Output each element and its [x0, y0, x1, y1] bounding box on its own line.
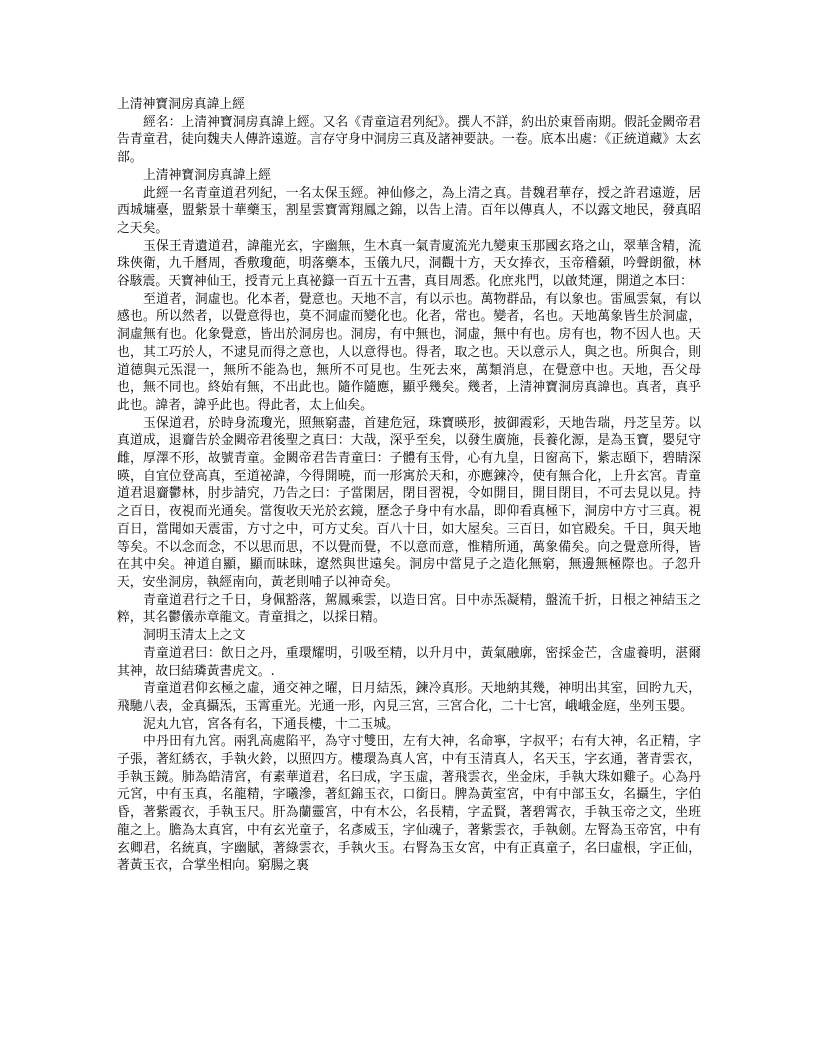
- body-paragraph: 青童道君曰：飲日之丹，重環耀明，引吸至精，以升月中，黃氣融廓，密採金芒，含虛養明，湛爾其神，故曰結璘黃書虎文。.: [117, 645, 701, 679]
- colophon-paragraph: 經名：上清神寶洞房真諱上經。又名《青童這君列紀》。撰人不詳，約出於東晉南期。假託金闕帝君告青童君，徒向魏夫人傳許遠遊。言存守身中洞房三真及諸神要訣。一卷。底本出處：《正統道藏》太玄部。: [117, 114, 701, 166]
- document-text-body: [117, 96, 701, 875]
- body-paragraph: 至道者，洞虛也。化本者，覺意也。天地不言，有以示也。萬物群品，有以象也。雷風雲氣，有以感也。所以然者，以覺意得也，莫不洞虛而變化也。化者，常也。變者，名也。天地萬象皆生於洞虛，洞虛無有也。化象覺意，皆出於洞房也。洞房，有中無也，洞虛，無中有也。房有也，物不因人也。天也，其工巧於人，不逮見而得之意也，人以意得也。得者，取之也。天以意示人，與之也。所與合，則道德與元炁混一，無所不能為也，無所不可見也。生死去來，萬類消息，在覺意中也。天地，吾父母也，無不同也。終始有無，不出此也。隨作隨應，顯乎幾矣。幾者，上清神寶洞房真諱也。真者，真乎此也。諱者，諱乎此也。得此者，太上仙矣。: [117, 291, 701, 413]
- body-paragraph: 中丹田有九宮。兩乳高處陷平，為守寸雙田，左有大神，名命寧，字叔平；右有大神，名正精，字子張，著紅綉衣，手執火鈴，以照四方。樓環為真人宮，中有玉清真人，名天玉，字玄通，著青雲衣，手執玉鏡。肺為皓清宮，有素華道君，名曰成，字玉虛，著飛雲衣，坐金床，手執大珠如雞子。心為丹元宮，中有玉真，名龍精，字曦滲，著紅錦玉衣，口銜日。脾為黃室宮，中有中部玉女，名攝生，字伯昏，著紫霞衣，手執玉尺。肝為蘭靈宮，中有木公，名長精，字孟賢，著碧霄衣，手執玉帝之文，坐班龍之上。膽為太真宮，中有玄光童子，名彥威玉，字仙魂子，著紫雲衣，手執劍。左腎為玉帝宮，中有玄卿君，名統真，字幽賦，著綠雲衣，手執火玉。右腎為玉女宮，中有正真童子，名曰虛根，字正仙，著黃玉衣，合掌坐相向。窮腸之裏: [117, 734, 701, 874]
- body-paragraph: 泥丸九官，宮各有名，下通長樓，十二玉城。: [143, 716, 399, 732]
- document-title: 上清神寶洞房真諱上經: [117, 97, 245, 112]
- body-paragraph: 玉保道君，於時身流瓊光，照無窮盡，首建危冠，珠寶暎形，披御霞彩，天地告瑞，丹芝呈芳。以真道成，退齎告於金闕帝君後聖之真曰：大哉，深乎至矣，以發生廣施，長養化源，是為玉寶，嬰兒守雌，厚澤不形，故號青童。金闕帝君告青童曰：子體有玉骨，心有九皇，日窗高下，紫志頤下，碧睛深暎，自宜位登高真，至道祕諱，今得開曉，而一形寓於天和，亦應鍊冷，使有無合化，上升玄宮。青童道君退齎鬱林，肘步請究，乃告之曰：子當閑居，閉目習視，令如開目，開目閉目，不可去見以見。持之百日，夜視而光通矣。當復收天光於玄鏡，歷念子身中有水晶，即仰看真極下，洞房中方寸三真。視百日，當聞如天震雷，方寸之中，可方丈矣。百八十日，如大屋矣。三百日，如官殿矣。千日，與天地等矣。不以念而念，不以思而思，不以覺而覺，不以意而意，惟精所通，萬象備矣。向之覺意所得，皆在其中矣。神道自顯，顯而昧昧，遼然與世遠矣。洞房中當見子之造化無窮，無邊無極際也。子忽升天，安坐洞房，執經南向，黃老則哺子以神奇矣。: [117, 415, 701, 590]
- scripture-heading: 上清神寶洞房真諱上經: [143, 167, 271, 183]
- body-paragraph: 青童道君行之千日，身佩豁落，駕鳳乘雲，以造日宮。日中赤炁凝精，盤流千折，日根之神結玉之粹，其名鬱儀赤章龍文。青童揖之，以採日精。: [117, 592, 701, 626]
- body-paragraph: 此經一名青童道君列紀，一名太保玉經。神仙修之，為上清之真。昔魏君華存，授之許君遠遊，居西城墉臺，盟紫景十華藥玉，割星雲寶霄翔鳳之錦，以告上清。百年以傳真人，不以露文地民，發真昭之天矣。: [117, 185, 701, 236]
- section-heading: 洞明玉清太上之文: [143, 628, 246, 644]
- body-paragraph: 玉保王青遺道君，諱龍光玄，字幽無，生木真一氣青廈流光九變東玉那國玄珞之山，翠華含精，流珠俠衛，九千曆周，香敷瓊葩，明落藥本，玉儀九尺，洞觀十方，天女捧衣，玉帝稽顙，吟聲朗徹，林谷駭震。天寶神仙王，授青元上真祕籙一百五十五書，真目周悉。化庶兆門，以啟梵運，開道之本曰：: [117, 238, 701, 290]
- body-paragraph: 青童道君仰玄極之虛，通交神之曜，日月結炁，鍊冷真形。天地納其幾，神明出其室，回盻九天，飛馳八表，金真攝炁，玉霄重光。光通一形，內見三宮，三宮合化，二十七宮，峨峨金庭，坐列玉嬰。: [117, 681, 701, 714]
